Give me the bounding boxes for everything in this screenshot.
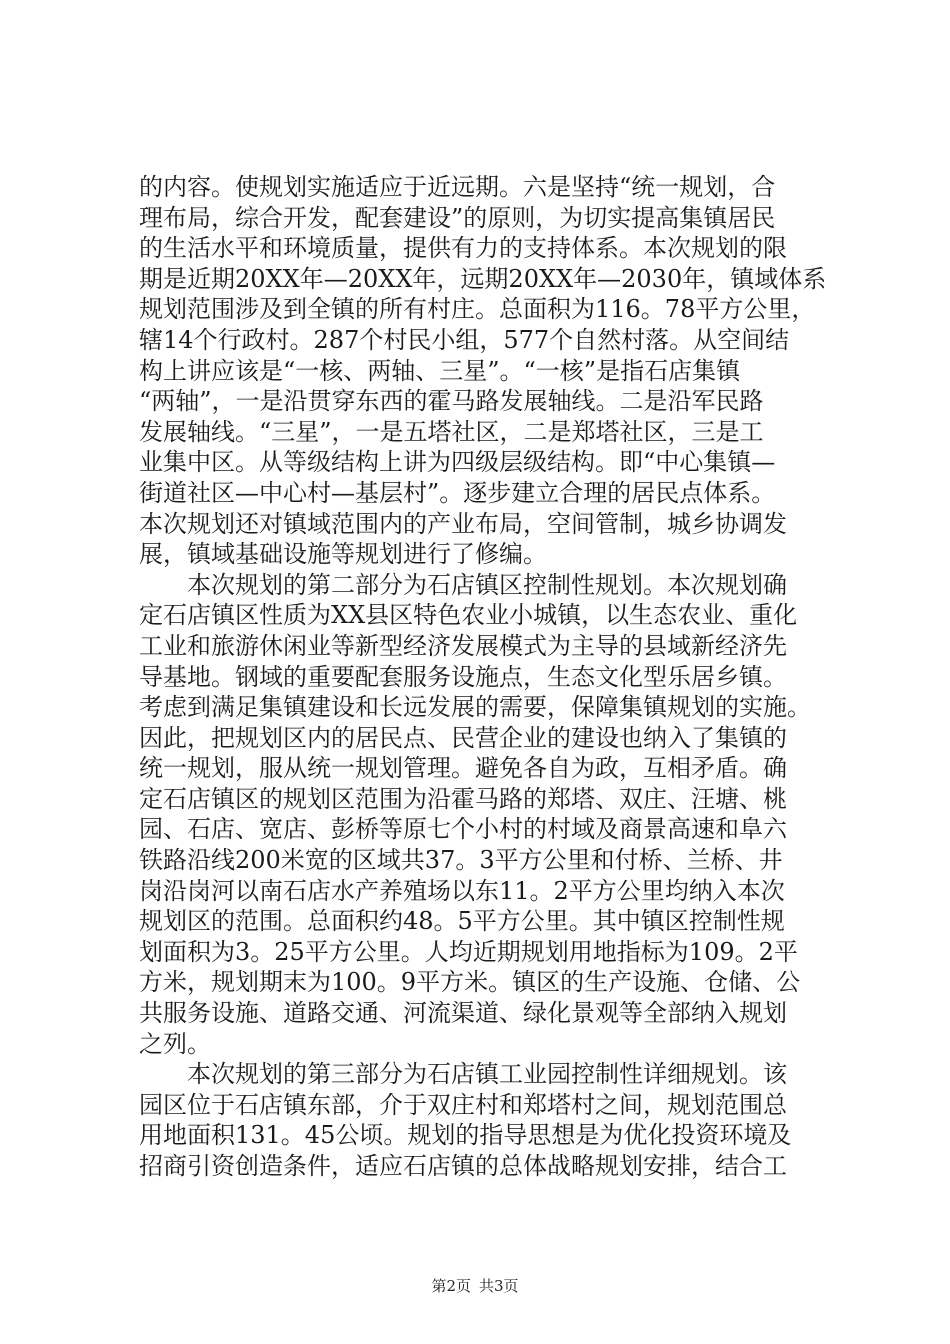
text-line: 考虑到满足集镇建设和长远发展的需要，保障集镇规划的实施。 xyxy=(139,693,811,722)
text-line: 期是近期20XX年—20XX年，远期20XX年—2030年，镇域体系 xyxy=(139,264,827,293)
text-line: 因此，把规划区内的居民点、民营企业的建设也纳入了集镇的 xyxy=(139,723,787,752)
text-line: 展，镇域基础设施等规划进行了修编。 xyxy=(139,540,547,569)
text-line: 发展轴线。“三星”，一是五塔社区，二是郑塔社区，三是工 xyxy=(139,417,764,446)
text-line: 园、石店、宽店、彭桥等原七个小村的村域及商景高速和阜六 xyxy=(139,815,787,844)
page-total: 共3页 xyxy=(479,1277,519,1295)
text-line: 园区位于石店镇东部，介于双庄村和郑塔村之间，规划范围总 xyxy=(139,1090,787,1119)
text-line: 铁路沿线200米宽的区域共37。3平方公里和付桥、兰桥、井 xyxy=(139,846,783,875)
text-line: 规划范围涉及到全镇的所有村庄。总面积为116。78平方公里， xyxy=(139,295,816,324)
text-line: 之列。 xyxy=(139,1029,211,1058)
text-line: 划面积为3。25平方公里。人均近期规划用地指标为109。2平 xyxy=(139,937,798,966)
text-line: 岗沿岗河以南石店水产养殖场以东11。2平方公里均纳入本次 xyxy=(139,876,785,905)
text-line: 规划区的范围。总面积约48。5平方公里。其中镇区控制性规 xyxy=(139,907,785,936)
text-line: 的内容。使规划实施适应于近远期。六是坚持“统一规划，合 xyxy=(139,173,776,201)
text-line: 共服务设施、道路交通、河流渠道、绿化景观等全部纳入规划 xyxy=(139,999,787,1028)
paragraph-first-line: 本次规划的第二部分为石店镇区控制性规划。本次规划确 xyxy=(187,570,787,599)
page-footer xyxy=(0,1276,950,1296)
text-line: 辖14个行政村。287个村民小组，577个自然村落。从空间结 xyxy=(139,325,790,354)
text-line: 街道社区—中心村—基层村”。逐步建立合理的居民点体系。 xyxy=(139,478,776,507)
text-line: 导基地。钢域的重要配套服务设施点，生态文化型乐居乡镇。 xyxy=(139,662,787,691)
text-line: 用地面积131。45公顷。规划的指导思想是为优化投资环境及 xyxy=(139,1121,792,1150)
text-line: 的生活水平和环境质量，提供有力的支持体系。本次规划的限 xyxy=(139,234,787,263)
document-body xyxy=(139,172,839,1182)
text-line: 招商引资创造条件，适应石店镇的总体战略规划安排，结合工 xyxy=(139,1152,787,1180)
paragraph-first-line: 本次规划的第三部分为石店镇工业园控制性详细规划。该 xyxy=(187,1060,787,1089)
text-line: 本次规划还对镇域范围内的产业布局，空间管制，城乡协调发 xyxy=(139,509,787,538)
text-line: 构上讲应该是“一核、两轴、三星”。“一核”是指石店集镇 xyxy=(139,356,741,385)
text-line: 理布局，综合开发，配套建设”的原则，为切实提高集镇居民 xyxy=(139,203,776,232)
text-line: 定石店镇区的规划区范围为沿霍马路的郑塔、双庄、汪塘、桃 xyxy=(139,784,787,813)
text-line: 统一规划，服从统一规划管理。避免各自为政，互相矛盾。确 xyxy=(139,754,787,783)
text-line: 定石店镇区性质为XX县区特色农业小城镇，以生态农业、重化 xyxy=(139,601,798,630)
text-line: 业集中区。从等级结构上讲为四级层级结构。即“中心集镇— xyxy=(139,448,776,477)
text-line: 方米，规划期末为100。9平方米。镇区的生产设施、仓储、公 xyxy=(139,968,801,997)
text-line: “两轴”，一是沿贯穿东西的霍马路发展轴线。二是沿军民路 xyxy=(139,387,764,416)
page-number: 第2页 xyxy=(431,1277,471,1295)
text-line: 工业和旅游休闲业等新型经济发展模式为主导的县域新经济先 xyxy=(139,631,787,660)
